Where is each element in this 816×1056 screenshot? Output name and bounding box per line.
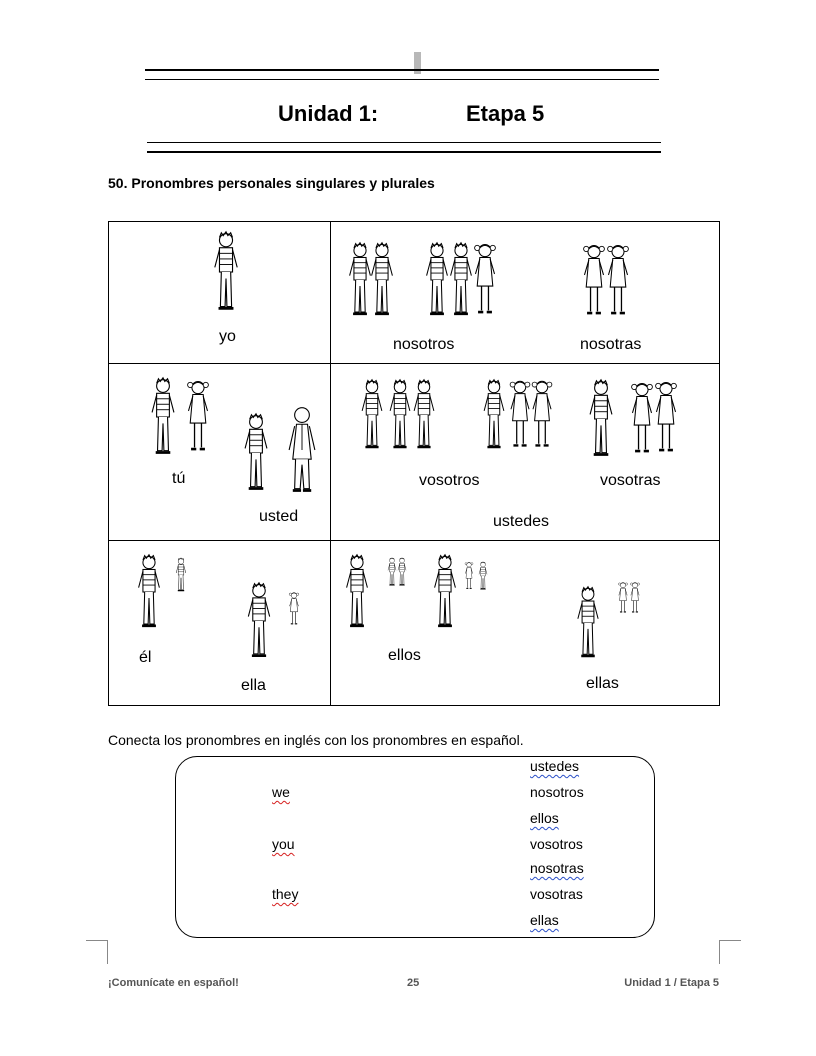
label-el: él [139, 649, 152, 666]
label-vosotros: vosotros [419, 472, 480, 489]
girl-illustration [653, 378, 679, 458]
girl-illustration [629, 380, 655, 458]
boy-illustration [411, 378, 437, 452]
label-usted: usted [259, 508, 299, 525]
boy-illustration [175, 557, 187, 593]
crop-mark [719, 940, 741, 941]
girl-illustration [287, 591, 301, 627]
footer-right: Unidad 1 / Etapa 5 [624, 977, 719, 989]
spanish-pronoun-nosotras: nosotras [530, 860, 584, 876]
section-heading: 50. Pronombres personales singulares y plurales [108, 175, 435, 191]
pronoun-grid [108, 221, 720, 706]
label-ella: ella [241, 677, 266, 694]
header-rule [147, 151, 661, 153]
label-tu: tú [172, 470, 186, 487]
spanish-pronoun-vosotros: vosotros [530, 836, 583, 852]
girl-illustration [629, 581, 641, 615]
english-pronoun-we: we [272, 784, 290, 800]
boy-illustration [387, 555, 397, 589]
boy-illustration [359, 378, 385, 452]
cell-el-ella [109, 541, 331, 706]
boy-illustration [245, 581, 273, 661]
boy-illustration [448, 240, 474, 320]
label-ustedes: ustedes [493, 513, 550, 530]
header-rule [147, 142, 661, 143]
crop-mark [719, 940, 720, 964]
man-illustration [284, 404, 320, 496]
boy-illustration [242, 412, 270, 494]
footer-left: ¡Comunícate en español! [108, 977, 239, 989]
boy-illustration [477, 561, 489, 591]
boy-illustration [343, 553, 371, 631]
matching-instruction: Conecta los pronombres en inglés con los pronombres en español. [108, 732, 524, 748]
header-rule [145, 69, 659, 71]
girl-illustration [617, 581, 629, 615]
cell-ellos-ellas [331, 541, 720, 706]
cell-vosotros-vosotras-ustedes [331, 364, 720, 541]
boy-illustration [387, 378, 413, 452]
boy-illustration [575, 585, 601, 661]
boy-illustration [369, 240, 395, 320]
crop-mark [86, 940, 108, 941]
spanish-pronoun-vosotras: vosotras [530, 886, 583, 902]
girl-illustration [605, 242, 631, 320]
english-pronoun-they: they [272, 886, 299, 902]
cell-tu-usted [109, 364, 331, 541]
boy-illustration [587, 378, 615, 460]
girl-illustration [463, 561, 475, 591]
boy-illustration [135, 553, 163, 631]
label-nosotras: nosotras [580, 336, 642, 353]
label-ellos: ellos [388, 647, 421, 664]
label-vosotras: vosotras [600, 472, 661, 489]
label-yo: yo [219, 328, 236, 345]
footer-page-number: 25 [407, 977, 420, 989]
spanish-pronoun-ellas: ellas [530, 912, 559, 928]
crop-mark [107, 940, 108, 964]
spanish-pronoun-nosotros: nosotros [530, 784, 584, 800]
english-pronoun-you: you [272, 836, 295, 852]
page-title-unit: Unidad 1: [278, 101, 379, 126]
boy-illustration [397, 555, 407, 589]
cell-nosotros-nosotras [331, 222, 720, 364]
spanish-pronoun-ellos: ellos [530, 810, 559, 826]
spanish-pronoun-ustedes: ustedes [530, 758, 580, 774]
girl-illustration [529, 378, 555, 452]
girl-illustration [581, 242, 607, 320]
cell-yo [109, 222, 331, 364]
boy-illustration [424, 240, 450, 320]
page-title-stage: Etapa 5 [466, 101, 545, 126]
girl-illustration [472, 240, 498, 320]
girl-illustration [185, 378, 211, 456]
label-ellas: ellas [586, 675, 619, 692]
boy-illustration [211, 230, 241, 314]
label-nosotros: nosotros [393, 336, 455, 353]
boy-illustration [431, 553, 459, 631]
header-rule [145, 79, 659, 80]
boy-illustration [149, 376, 177, 458]
boy-illustration [481, 378, 507, 452]
